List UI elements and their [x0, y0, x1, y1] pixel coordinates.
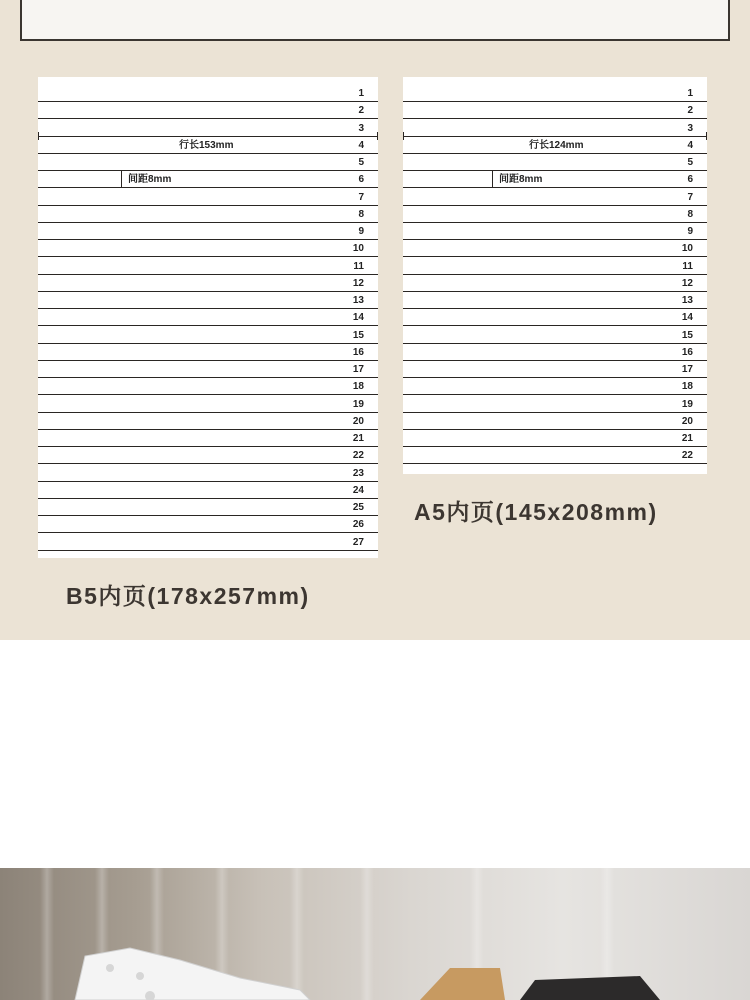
spacing-label: 间距8mm — [499, 174, 543, 186]
rule-line — [38, 481, 378, 482]
line-number: 20 — [352, 415, 364, 427]
dimension-tick — [706, 132, 707, 140]
rule-line — [403, 360, 707, 361]
line-number: 15 — [352, 329, 364, 341]
rule-line — [38, 274, 378, 275]
line-number: 19 — [352, 398, 364, 410]
spacing-label: 间距8mm — [128, 174, 172, 186]
line-number: 17 — [681, 364, 693, 375]
rule-line — [38, 377, 378, 378]
rule-line — [38, 515, 378, 516]
rule-line — [38, 532, 378, 533]
line-number: 14 — [352, 312, 364, 324]
line-number: 17 — [352, 364, 364, 375]
rule-line — [38, 550, 378, 551]
line-number: 22 — [352, 450, 364, 462]
line-number: 1 — [358, 88, 364, 99]
rule-line — [38, 118, 378, 119]
rule-line — [403, 170, 707, 171]
b5-caption: B5内页(178x257mm) — [66, 583, 310, 609]
dimension-tick — [403, 132, 404, 140]
rule-line — [38, 256, 378, 257]
rule-line — [38, 446, 378, 447]
rule-line — [403, 256, 707, 257]
b5-page-diagram — [38, 77, 378, 558]
line-number: 19 — [681, 398, 693, 410]
line-number: 8 — [358, 208, 364, 220]
rule-line — [403, 118, 707, 119]
rule-line — [38, 187, 378, 188]
line-number: 3 — [358, 122, 364, 134]
rule-line — [403, 429, 707, 430]
line-number: 9 — [687, 226, 693, 237]
line-number: 7 — [687, 191, 693, 203]
rule-line — [38, 463, 378, 464]
line-number: 10 — [681, 243, 693, 255]
line-number: 5 — [687, 157, 693, 168]
line-number: 25 — [352, 502, 364, 513]
rule-line — [38, 360, 378, 361]
rule-line — [403, 205, 707, 206]
rule-line — [38, 136, 378, 137]
line-number: 4 — [358, 139, 364, 151]
line-number: 4 — [687, 139, 693, 151]
rule-line — [403, 377, 707, 378]
rule-line — [403, 412, 707, 413]
rule-line — [38, 291, 378, 292]
line-number: 11 — [353, 260, 364, 272]
rule-line — [403, 394, 707, 395]
rule-line — [38, 153, 378, 154]
rule-line — [38, 412, 378, 413]
a5-caption: A5内页(145x208mm) — [414, 499, 658, 525]
rule-line — [403, 187, 707, 188]
line-number: 13 — [681, 295, 693, 306]
line-number: 16 — [352, 346, 364, 358]
line-number: 27 — [352, 536, 364, 548]
line-number: 20 — [681, 415, 693, 427]
line-number: 6 — [687, 174, 693, 186]
line-number: 21 — [681, 433, 693, 444]
line-number: 11 — [682, 260, 693, 272]
line-length-label: 行长153mm — [179, 139, 234, 151]
rule-line — [38, 239, 378, 240]
rule-line — [403, 308, 707, 309]
rule-line — [403, 274, 707, 275]
rule-line — [38, 308, 378, 309]
line-number: 12 — [352, 277, 364, 289]
rule-line — [38, 170, 378, 171]
rule-line — [403, 136, 707, 137]
rule-line — [38, 394, 378, 395]
line-number: 22 — [681, 450, 693, 462]
rule-line — [38, 498, 378, 499]
line-number: 7 — [358, 191, 364, 203]
line-number: 6 — [358, 174, 364, 186]
spacing-marker — [492, 170, 493, 187]
line-length-label: 行长124mm — [529, 139, 584, 151]
rule-line — [403, 239, 707, 240]
rule-line — [403, 325, 707, 326]
dimension-tick — [377, 132, 378, 140]
top-frame — [20, 0, 730, 41]
line-number: 10 — [352, 243, 364, 255]
rule-line — [403, 446, 707, 447]
line-number: 24 — [352, 484, 364, 496]
line-number: 14 — [681, 312, 693, 324]
product-photo — [0, 868, 750, 1000]
line-number: 2 — [687, 105, 693, 117]
rule-line — [403, 101, 707, 102]
rule-line — [38, 222, 378, 223]
a5-page-diagram — [403, 77, 707, 474]
line-number: 12 — [681, 277, 693, 289]
rule-line — [38, 205, 378, 206]
line-number: 18 — [681, 381, 693, 393]
rule-line — [403, 291, 707, 292]
line-number: 3 — [687, 122, 693, 134]
rule-line — [403, 463, 707, 464]
line-number: 18 — [352, 381, 364, 393]
line-number: 16 — [681, 346, 693, 358]
rule-line — [403, 153, 707, 154]
spacing-marker — [121, 170, 122, 187]
line-number: 13 — [352, 295, 364, 306]
line-number: 8 — [687, 208, 693, 220]
rule-line — [38, 343, 378, 344]
line-number: 15 — [681, 329, 693, 341]
line-number: 21 — [352, 433, 364, 444]
line-number: 23 — [352, 467, 364, 479]
line-number: 1 — [687, 88, 693, 99]
line-number: 5 — [358, 157, 364, 168]
rule-line — [38, 429, 378, 430]
rule-line — [38, 101, 378, 102]
line-number: 9 — [358, 226, 364, 237]
rule-line — [38, 325, 378, 326]
rule-line — [403, 343, 707, 344]
line-number: 2 — [358, 105, 364, 117]
dimension-tick — [38, 132, 39, 140]
rule-line — [403, 222, 707, 223]
binder-object-shapes — [0, 868, 750, 1000]
line-number: 26 — [352, 519, 364, 531]
